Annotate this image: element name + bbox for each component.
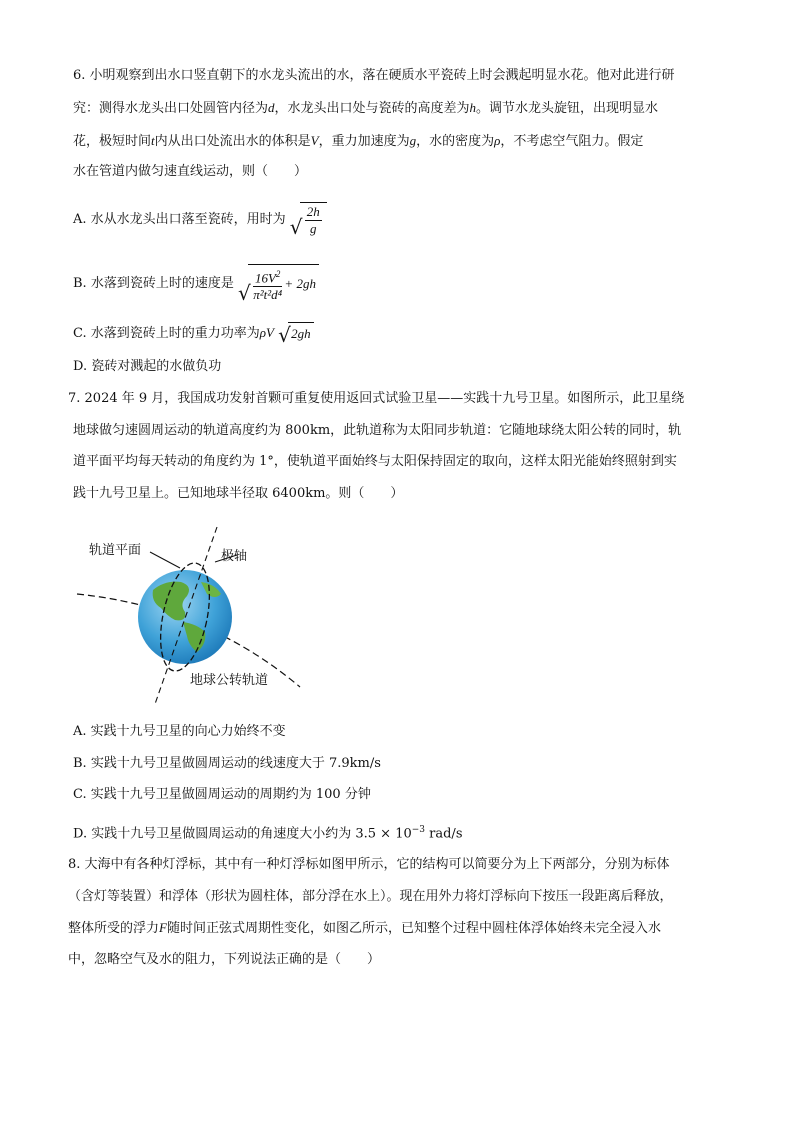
fraction-denominator: π²t²d⁴ xyxy=(253,287,283,303)
q7-option-a: A. 实践十九号卫星的向心力始终不变 xyxy=(73,724,286,739)
q6-text: ，重力加速度为 xyxy=(318,134,410,149)
unit: rad/s xyxy=(425,826,463,842)
q6-text: 。调节水龙头旋钮，出现明显水 xyxy=(476,101,659,116)
var-h: h xyxy=(469,100,477,115)
fraction-numerator: √ 2h xyxy=(306,204,320,219)
q6-text: 究：测得水龙头出口处圆管内径为 xyxy=(73,101,269,116)
q6-option-a xyxy=(73,202,327,237)
option-text: C. 水落到瓷砖上时的重力功率为 xyxy=(73,326,260,341)
sqrt-expression xyxy=(238,264,319,303)
option-text: D. 实践十九号卫星做圆周运动的角速度大小约为 3.5 × 10 xyxy=(73,826,412,842)
sqrt-expression xyxy=(290,202,327,237)
q7-stem-line-1: 7. 2024 年 9 月，我国成功发射首颗可重复使用返回式试验卫星——实践十九号卫星。如图所示，此卫星绕 xyxy=(68,391,685,406)
q8-stem-line-4: 中，忽略空气及水的阻力，下列说法正确的是（ ） xyxy=(68,952,381,967)
option-text: B. 水落到瓷砖上时的速度是 xyxy=(73,276,234,292)
option-text: A. 水从水龙头出口落至瓷砖，用时为 xyxy=(73,212,286,227)
leader-line xyxy=(150,552,180,568)
var-rho: ρ xyxy=(494,133,501,148)
radicand: 2gh xyxy=(288,322,314,344)
var-t: t xyxy=(151,133,155,148)
q7-option-b: B. 实践十九号卫星做圆周运动的线速度大于 7.9km/s xyxy=(73,756,381,771)
exponent: −3 xyxy=(411,825,426,835)
q8-text: 整体所受的浮力 xyxy=(68,921,160,936)
var-V: V xyxy=(310,133,319,148)
q6-text: ，水龙头出口处与瓷砖的高度差为 xyxy=(274,101,470,116)
var-F: F xyxy=(159,920,167,935)
label-earth-orbit: 地球公转轨道 xyxy=(190,673,269,688)
q6-stem-line-3 xyxy=(73,131,643,152)
q7-figure-earth-orbit xyxy=(75,522,315,707)
q8-stem-line-2: （含灯等装置）和浮体（形状为圆柱体，部分浮在水上）。现在用外力将灯浮标向下按压一段距离后释放， xyxy=(68,889,673,904)
fraction-numerator: √ $16V^2$ xyxy=(253,266,282,287)
q6-stem-line-4: 水在管道内做匀速直线运动，则（ ） xyxy=(73,164,308,179)
q6-text: ，不考虑空气阻力。假定 xyxy=(500,134,644,149)
q6-text: 花，极短时间 xyxy=(73,134,152,149)
fraction-denominator: g xyxy=(310,221,317,236)
sqrt-expression xyxy=(278,322,314,345)
q6-stem-line-1: 6. 小明观察到出水口竖直朝下的水龙头流出的水，落在硬质水平瓷砖上时会溅起明显水花。他对此进行研 xyxy=(73,68,675,83)
label-polar-axis: 极轴 xyxy=(221,549,248,564)
expression-tail: + 2gh xyxy=(284,276,316,292)
q6-option-c xyxy=(73,322,314,345)
q8-text: 随时间正弦式周期性变化，如图乙所示，已知整个过程中圆柱体浮体始终未完全浸入水 xyxy=(166,921,661,936)
q6-text: 内从出口处流出水的体积是 xyxy=(154,134,311,149)
expression: ρV xyxy=(259,325,274,340)
q6-option-d: D. 瓷砖对溅起的水做负功 xyxy=(73,359,222,374)
q8-stem-line-3 xyxy=(68,918,661,939)
q6-text: ，水的密度为 xyxy=(416,134,495,149)
q8-stem-line-1: 8. 大海中有各种灯浮标，其中有一种灯浮标如图甲所示，它的结构可以简要分为上下两部分，分别为标体 xyxy=(68,857,670,872)
var-g: g xyxy=(409,133,417,148)
q7-option-c: C. 实践十九号卫星做圆周运动的周期约为 100 分钟 xyxy=(73,787,371,802)
q6-option-b xyxy=(73,264,319,303)
q7-stem-line-2: 地球做匀速圆周运动的轨道高度约为 800km，此轨道称为太阳同步轨道：它随地球绕太阳公转的同时，轨 xyxy=(73,423,682,438)
label-orbit-plane: 轨道平面 xyxy=(89,543,142,558)
q7-stem-line-4: 践十九号卫星上。已知地球半径取 6400km。则（ ） xyxy=(73,486,404,501)
var-d: d xyxy=(268,100,275,115)
q7-stem-line-3: 道平面平均每天转动的角度约为 1°，使轨道平面始终与太阳保持固定的取向，这样太阳光能始终照射到实 xyxy=(73,454,677,469)
q6-stem-line-2 xyxy=(73,98,658,119)
q7-option-d xyxy=(73,820,463,844)
